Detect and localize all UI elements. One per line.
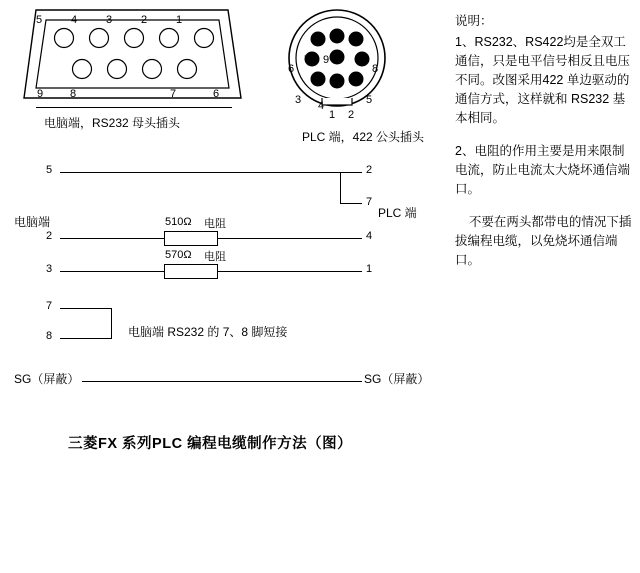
notes-panel — [455, 12, 633, 270]
db9-pin-label-1: 1 — [176, 14, 183, 26]
wiring-right-label: PLC 端 — [378, 206, 417, 220]
short-bracket-top — [60, 308, 112, 309]
wire-left-pin-2: 2 — [46, 230, 53, 242]
din8-caption: PLC 端，422 公头插头 — [302, 130, 425, 144]
note-item-2: 2、电阻的作用主要是用来限制电流，防止电流太大烧坏通信端口。 — [455, 144, 631, 196]
short-note: 电脑端 RS232 的 7、8 脚短接 — [128, 325, 288, 339]
din8-pin-label-2: 2 — [348, 109, 355, 121]
resistor-570-value: 570Ω — [165, 249, 192, 261]
db9-pin-label-4: 4 — [71, 14, 78, 26]
wire-left-pin-5: 5 — [46, 164, 53, 176]
wire-5-bracket-lower — [340, 203, 362, 204]
resistor-510-label: 电阻 — [204, 218, 226, 230]
wire-right-pin-4: 4 — [366, 230, 373, 242]
shield-wire — [82, 381, 362, 382]
din8-pin-label-6: 6 — [288, 63, 295, 75]
wire-right-pin-2: 2 — [366, 164, 373, 176]
wire-left-pin-3: 3 — [46, 263, 53, 275]
din8-connector — [282, 6, 392, 121]
din8-pin-label-3: 3 — [295, 94, 302, 106]
resistor-510-value: 510Ω — [165, 216, 192, 228]
resistor-570-body — [164, 264, 218, 279]
db9-connector — [22, 6, 252, 106]
diagram-title: 三菱FX 系列PLC 编程电缆制作方法（图） — [68, 436, 353, 452]
shield-left-label: SG（屏蔽） — [14, 372, 80, 386]
wire-2-right-segment — [218, 238, 362, 239]
resistor-570-label: 电阻 — [204, 251, 226, 263]
notes-heading: 说明： — [455, 14, 493, 28]
din8-pin-label-9: 9 — [323, 54, 330, 66]
db9-pin-label-9: 9 — [37, 88, 44, 100]
db9-caption: 电脑端，RS232 母头插头 — [44, 116, 181, 130]
db9-pin-label-6: 6 — [213, 88, 220, 100]
wire-5-bracket-vertical — [340, 172, 341, 204]
wire-right-pin-7: 7 — [366, 196, 373, 208]
din8-pin-label-1: 1 — [329, 109, 336, 121]
wire-right-pin-1: 1 — [366, 263, 373, 275]
db9-pin-label-2: 2 — [141, 14, 148, 26]
wire-3-right-segment — [218, 271, 362, 272]
resistor-510-body — [164, 231, 218, 246]
din8-pin-label-7: 7 — [304, 54, 311, 66]
db9-pin-label-3: 3 — [106, 14, 113, 26]
note-item-1: 1、RS232、RS422均是全双工通信，只是电平信号相反且电压不同。改图采用422 单边驱动的通信方式，这样就和 RS232 基本相同。 — [455, 35, 631, 125]
db9-pin-label-8: 8 — [70, 88, 77, 100]
db9-caption-rule — [36, 107, 232, 108]
din8-pin-label-5: 5 — [366, 94, 373, 106]
note-item-3: 不要在两头都带电的情况下插拔编程电缆，以免烧坏通信端口。 — [455, 215, 632, 267]
short-bracket-bottom — [60, 338, 112, 339]
short-bracket-vertical — [111, 308, 112, 339]
wire-3-left-segment — [60, 271, 164, 272]
short-pin-7: 7 — [46, 300, 53, 312]
db9-pin-label-5: 5 — [36, 14, 43, 26]
db9-pin-label-7: 7 — [170, 88, 177, 100]
short-pin-8: 8 — [46, 330, 53, 342]
din8-pin-label-8: 8 — [372, 63, 379, 75]
din8-pin-label-4: 4 — [318, 100, 325, 112]
wire-2-left-segment — [60, 238, 164, 239]
wire-5-horizontal — [60, 172, 362, 173]
shield-right-label: SG（屏蔽） — [364, 372, 430, 386]
wiring-left-label: 电脑端 — [14, 215, 51, 229]
